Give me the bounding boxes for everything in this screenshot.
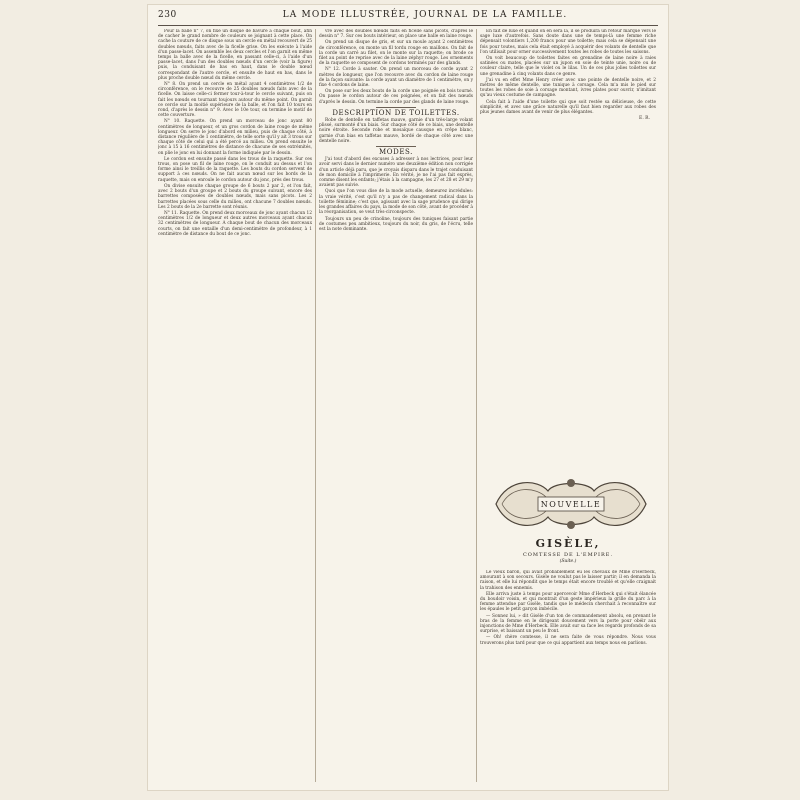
- newspaper-page: [148, 5, 668, 790]
- novel-continuation: (Suite.): [559, 559, 577, 564]
- paragraph: N° 12. Corde à sauter. On prend un morceau de corde ayant 2 mètres de longueur, que l'on recouvre avec du cordon de laine rouge de la façon suivante: la corde ayant un diamètre de 1 centimètre, on y fixe 4 cordons de laine.: [319, 67, 473, 89]
- section-rule: [376, 107, 416, 108]
- paragraph: — Oh! chère comtesse, il ne sera faite de vous répondre. Nous vous trouverons plus tard pour que ce qui appartient aux temps nous en parlions.: [480, 635, 656, 646]
- column-3: [480, 29, 656, 469]
- signature: E. R.: [639, 116, 650, 122]
- novel-text: [480, 570, 656, 782]
- novel-title: GISÈLE,: [535, 537, 601, 550]
- paragraph: En fait de luxe et quand on en sera là, il se produira un retour marqué vers le sage luxe d'autrefois. Sans doute dans une de temps-là une femme riche dépensait volontiers 1,200 francs pour une toilette; mais cela se dépensait une fois pour toutes, mais cela était employé à acquérir des volants de dentelle que l'on utilisait pour orner successivement toutes les robes de toutes les saisons.: [480, 29, 656, 55]
- paragraph: Quoi que l'on vous dise de la mode actuelle, demeurez incrédules: la vraie vérité, c'est qu'il n'y a pas de changement radical dans la toilette féminine; c'est que, agissant avec la sage prudence qui dirige les grandes affaires du pays, la mode de son côté, avant de procéder à la réorganisation, se veut très-circonspecte.: [319, 189, 473, 216]
- paragraph: N° 11. Raquette. On prend deux morceaux de jonc ayant chacun 12 centimètres 1/2 de longueur et deux autres morceaux ayant chacun 32 centimètres de longueur. A chaque bout de chacun des morceaux courts, on fait une entaille d'un demi-centimètre de profondeur, à 1 centimètre de distance du bout de ce jonc.: [158, 210, 312, 237]
- paragraph: J'ai tout d'abord des excuses à adresser à nos lectrices, pour leur avoir servi dans le dernier numéro une deuxième édition non corrigée d'un article déjà paru, que je croyais disparu dans le trajet conduisant de mon domicile à l'imprimerie. En vérité, je ne l'ai pas fait exprès, comme disent les enfants; j'étais à la campagne, les 27 et 28 et 29 m'y avaient pas suivie.: [319, 157, 473, 189]
- paragraph: Le vieux baron, qui avait probablement eu les chevaux de Mme d'Herbeck, amourant à son secours. Gisèle ne voulut pas le laisser partir; il en demanda la raison, et elle lui répondit que le temps était encore troublé et qu'elle craignait la trahison des ennemis.: [480, 570, 656, 591]
- page-header: [158, 8, 658, 22]
- column-1: [158, 29, 312, 782]
- column-divider: [315, 29, 316, 782]
- paragraph: N° 8. On prend un cercle en métal ayant 4 centimètres 1/2 de circonférence, on le recouvre de 25 doubles nœuds faits avec de la ficelle. On laisse celle-ci fermer tour-à-tour le cercle suivant, puis on fait les nœuds en tournant toujours autour du même point. On garnit ce cercle sur la moitié supérieure de la balle, et l'on fait 10 tours en rond, d'après le dessin n° 9. Avec le 10e tour, on termine le motif de cette couverture.: [158, 82, 312, 119]
- paragraph: Elle arriva juste à temps pour apercevoir Mme d'Herbeck qui s'était élancée du boudoir voisin, et qui montrait d'un geste impérieux la grille du parc à la femme attendue par Gisèle, tandis que le médecin cherchait à reconnaître sur les épaules le petit garçon imbécile.: [480, 591, 656, 613]
- paragraph: On prend un disque de gris, et sur un moule ayant 2 centimètres de circonférence, on monte un fil tordu rouge en maillons. On fait de la corde un carré au filet, on le monte sur la raquette; on brode ce filet au point de reprise avec de la laine zéphyr rouge. Les ornements de la raquette se composent de cordons terminés par des glands.: [319, 40, 473, 67]
- paragraph: Robe de dentelle en taffetas mauve, garnie d'un très-large volant plissé, surmonté d'un biais. Sur chaque côté de ce biais, une dentelle noire étroite. Seconde robe et mosaïque causque en crêpe blanc, garnie d'un bias en taffetas mauve, bordé de chaque côté avec une dentelle noire.: [319, 118, 473, 144]
- ornament-label: NOUVELLE: [540, 500, 602, 509]
- paragraph: On voit beaucoup de toilettes faites en grenadine de laine noire à raies satinées ou mates, placées sur un jupon en soie de teinte unie, noire ou de couleur claire, telle que le violet ou le lilas. Un de ces plus jolies toilettes sur une grenadine à cinq volants dans ce genre.: [480, 56, 656, 77]
- nouvelle-ornament: [488, 473, 654, 535]
- paragraph: Toujours un peu de crinoline, toujours des tuniques faisant partie de costumes peu ambitieux, toujours du noir, du gris, de l'écru, telle est la note dominante.: [319, 216, 473, 232]
- journal-title: LA MODE ILLUSTRÉE, JOURNAL DE LA FAMILLE.: [282, 10, 568, 20]
- paragraph: Le cordon est ensuite passé dans les trous de la raquette. Sur ces trous, on pose un fil de laine rouge, on le conduit au dessus et l'on forme ainsi le treillis de la raquette. Les bouts du cordon servent de support à ces nœuds. On ne fait aucun nœud sur les bords de la raquette, mais on enroule le cordon autour du jonc, près des trous.: [158, 156, 312, 183]
- paragraph: J'ai vu en effet Mme Henry créer avec une pointe de dentelle noire, et 2 mètres de même dentelle, une tunique à corsage. Cela m'a mis le pied sur toutes les robes de soie à corsage montant, ivres plates pour ouvrir, n'imitant qu'au vieux costume de campagne.: [480, 77, 656, 99]
- paragraph: Pour la balle n° 7, on fixe un disque de bavure à chaque bout, afin de cacher le grand nombre de couleurs se joignant à cette place. On cache la couture de ce disque sous un cercle en métal recouvert de 25 doubles nœuds, faits avec de la ficelle grise. On les exécute à l'aide d'un passe-lacet. On assemble les deux cercles et l'on garnit en même temps la balle avec de la ficelle, en passant celle-ci, à l'aide d'un passe-lacet, dans l'un des doubles nœuds d'un cercle (voir la figure) puis, la conduisant de bas en haut, dans le double nœud correspondant de l'autre cercle, et ensuite de haut en bas, dans le plus proche double nœud du même cercle.: [158, 29, 312, 81]
- section-heading-modes: MODES.: [379, 148, 413, 157]
- header-rule: [158, 25, 658, 26]
- paragraph: Cela fait à l'aide d'une toilette qui que soit restée sa délicieuse, de cette simplicité, et avec une grâce naturelle qu'il faut bien regarder aux robes des plus jeunes dames avant de venir de plus élégantes.: [480, 99, 656, 116]
- page-number: 230: [158, 10, 177, 20]
- column-2: [319, 29, 473, 782]
- column-divider: [476, 29, 477, 782]
- paragraph: vre avec des doubles nœuds faits en ficelle sans picots, d'après le dessin n° 7. Sur ces bouts intérieur, on place une balle en laine rouge.: [319, 29, 473, 40]
- paragraph: On divise ensuite chaque groupe de 6 bouts 2 par 2, et l'on fait, avec 2 bouts d'un groupe et 2 bouts du groupe suivant, encore des barrettes composées de doubles nœuds, mais sans picots. Les 2 barrettes placées sous celle du milieu, ont chacune 7 doubles nœuds. Les 2 bouts de la 2e barrette sont réunis.: [158, 183, 312, 210]
- paragraph: On pose sur les deux bouts de la corde une poignée en bois tourné. On passe le cordon autour de ces poignées, et on fait des nœuds d'après le dessin. On termine la corde par des glands de laine rouge.: [319, 89, 473, 105]
- paragraph: N° 10. Raquette. On prend un morceau de jonc ayant 80 centimètres de longueur, et un gros cordon de laine rouge de même longueur. On serre le jonc d'abord en milieu, puis de chaque côté, à distance régulière de 1 centimètre, de telle sorte qu'il y ait 3 trous sur chaque côté de celui qui a été percé au milieu. On prend ensuite le jonc à 15 à 16 centimètres de distance de chacune de ses extrémités, on plie le jonc en lui donnant la forme indiquée par le dessin.: [158, 119, 312, 156]
- novel-title-block: [480, 537, 656, 564]
- section-rule: [376, 146, 416, 147]
- novel-subtitle: COMTESSE DE L'EMPIRE.: [522, 552, 614, 558]
- paragraph: — Sonnez lui, » dit Gisèle d'un ton de commandement absolu, en prenant le bras de la femme en le dirigeant doucement vers la porte pour obéir aux injonctions de Mme d'Herbeck. Elle avait sur sa face les regards profonds de sa surprise, et baissant un peu le front.: [480, 613, 656, 635]
- section-heading-toilettes: DESCRIPTION DE TOILETTES.: [332, 108, 460, 117]
